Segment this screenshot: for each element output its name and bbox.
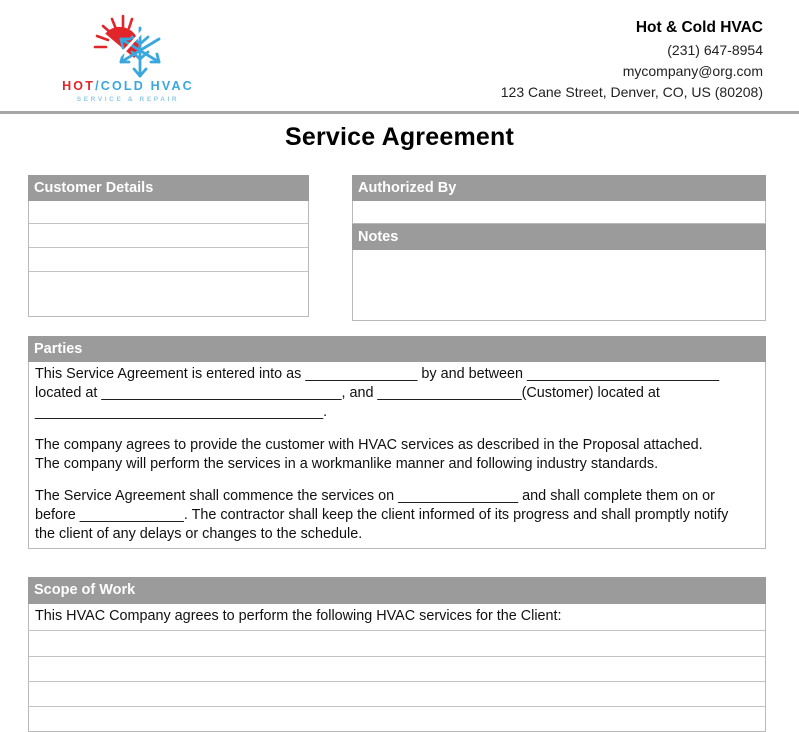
scope-of-work-header: Scope of Work [28, 577, 766, 603]
scope-of-work-body [28, 604, 766, 732]
parties-p3-line1: The Service Agreement shall commence the services on _______________ and shall complete them on or [35, 487, 715, 504]
header-divider [0, 111, 799, 114]
parties-p1-line3: ____________________________________. [35, 404, 328, 421]
company-logo [58, 14, 198, 103]
logo-tagline: SERVICE & REPAIR [76, 95, 180, 103]
company-address: 123 Cane Street, Denver, CO, US (80208) [500, 84, 763, 101]
notes-header: Notes [352, 224, 766, 250]
customer-details-row[interactable] [29, 271, 308, 316]
scope-of-work-intro: This HVAC Company agrees to perform the following HVAC services for the Client: [35, 607, 562, 624]
authorized-by-field[interactable] [353, 201, 765, 223]
parties-p2-line2: The company will perform the services in a workmanlike manner and following industry standards. [35, 455, 659, 472]
scope-of-work-row[interactable] [29, 656, 765, 681]
customer-details-row[interactable] [29, 201, 308, 223]
customer-details-row[interactable] [29, 223, 308, 247]
company-contact-block [501, 16, 763, 103]
company-name: Hot & Cold HVAC [635, 19, 763, 36]
sun-snowflake-logo-icon [85, 14, 171, 78]
parties-text [29, 362, 765, 548]
parties-p2-line1: The company agrees to provide the customer with HVAC services as described in the Proposal attached. [35, 436, 703, 453]
customer-details-row[interactable] [29, 247, 308, 271]
parties-section [28, 336, 766, 549]
page-title: Service Agreement [285, 123, 514, 151]
parties-paragraph-3 [35, 487, 759, 544]
authorized-by-header: Authorized By [352, 175, 766, 201]
scope-of-work-row[interactable] [29, 706, 765, 731]
notes-field[interactable] [353, 250, 765, 320]
logo-word-hot: HOT [62, 79, 96, 93]
scope-of-work-section [28, 577, 766, 731]
scope-of-work-row[interactable] [29, 630, 765, 656]
parties-p3-line3: the client of any delays or changes to the schedule. [35, 526, 363, 543]
parties-paragraph-1 [35, 365, 759, 422]
authorized-notes-panel [352, 175, 766, 321]
parties-p3-line2: before _____________. The contractor shall keep the client informed of its progress and shall promptly notify [35, 507, 729, 524]
company-email: mycompany@org.com [622, 62, 763, 79]
company-phone: (231) 647-8954 [667, 41, 763, 58]
scope-of-work-row[interactable] [29, 681, 765, 706]
parties-p1-line2: located at ______________________________, and __________________(Customer) located at [35, 385, 660, 402]
notes-body [352, 250, 766, 321]
top-panels [0, 175, 799, 314]
letterhead [0, 0, 799, 112]
customer-details-body [28, 201, 309, 317]
parties-paragraph-2 [35, 436, 759, 474]
logo-word-cold: /COLD HVAC [95, 79, 194, 93]
parties-body [28, 362, 766, 549]
logo-wordmark [58, 80, 198, 94]
customer-details-header: Customer Details [28, 175, 309, 201]
parties-p1-line1: This Service Agreement is entered into as ______________ by and between ________________________ [35, 366, 720, 383]
customer-details-panel [28, 175, 309, 317]
authorized-by-body [352, 201, 766, 224]
parties-header: Parties [28, 336, 766, 362]
